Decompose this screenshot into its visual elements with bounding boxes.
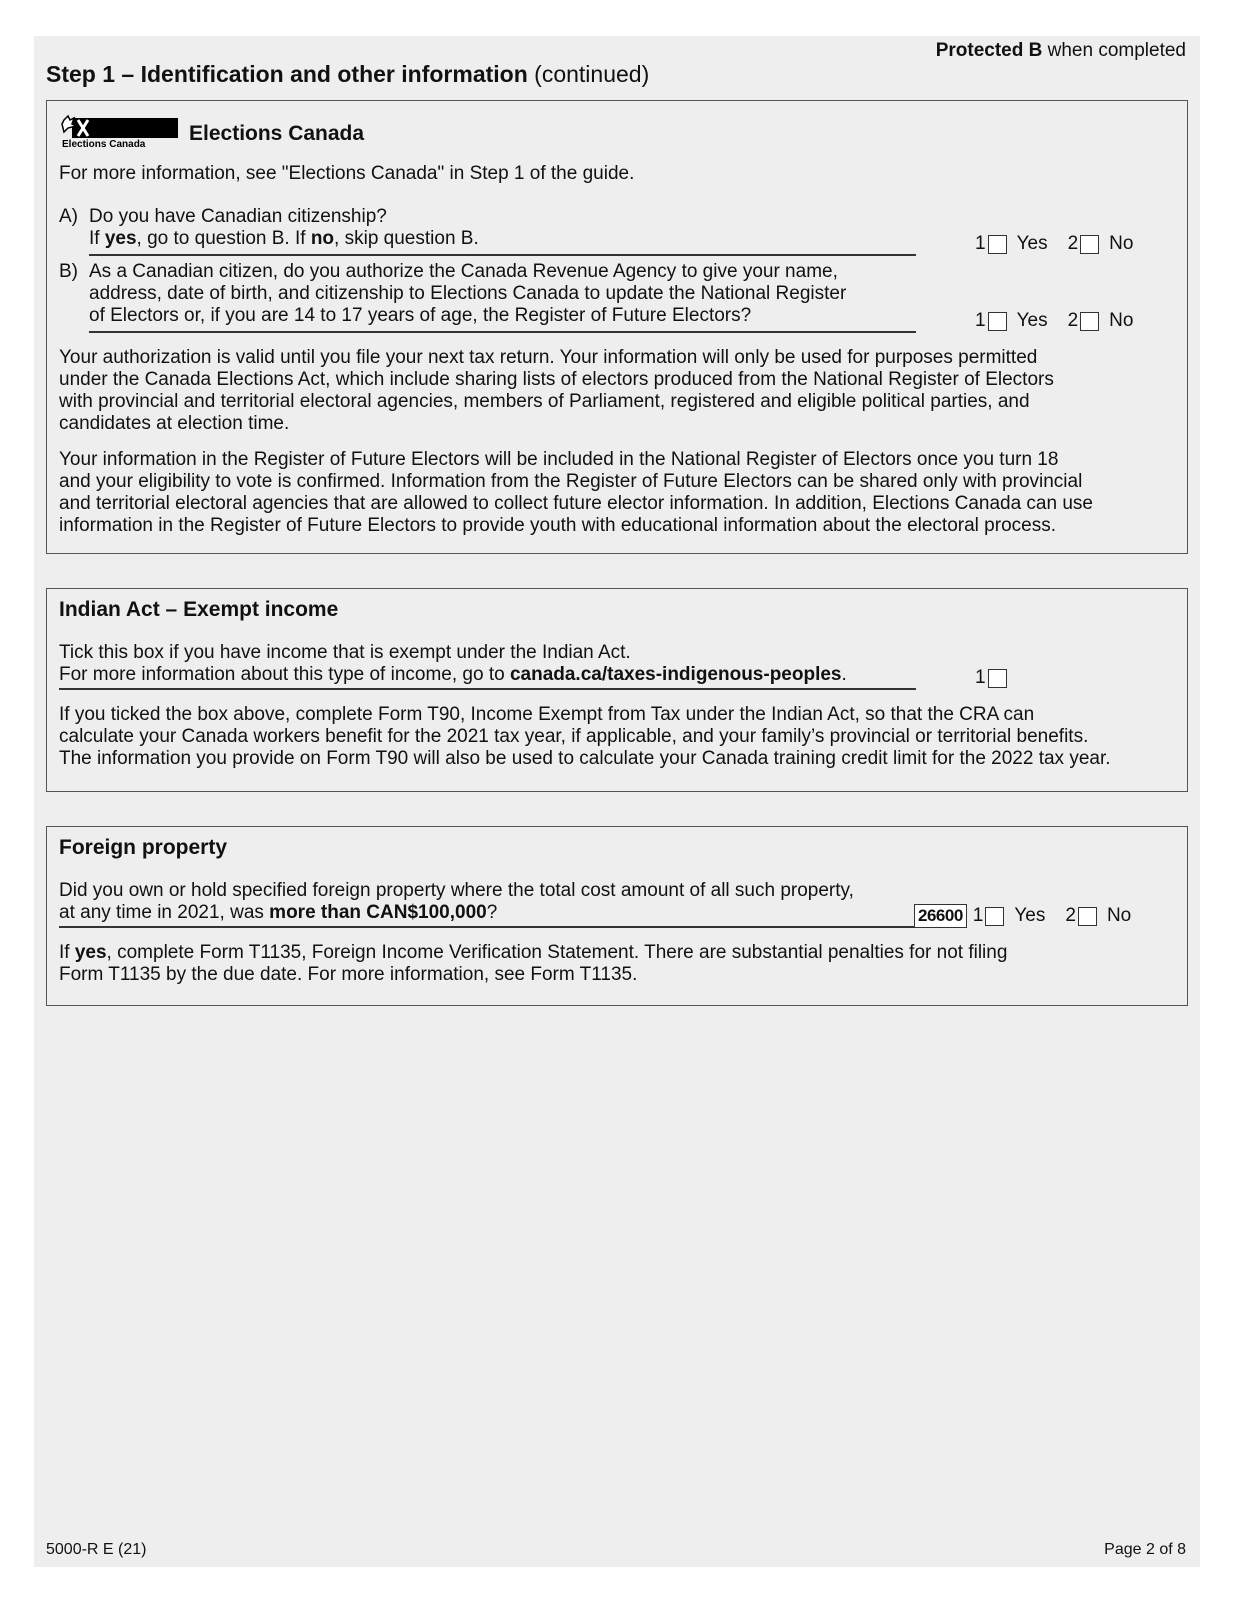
foreign-property-rule <box>59 926 916 928</box>
elections-title: Elections Canada <box>189 122 365 145</box>
indigenous-peoples-link[interactable]: canada.ca/taxes-indigenous-peoples <box>509 664 842 685</box>
question-a-text: Do you have Canadian citizenship? If yes, go to question B. If no, skip question B. <box>89 206 479 249</box>
question-b-rule <box>89 331 916 333</box>
form-page <box>34 36 1200 1567</box>
question-a-no-checkbox[interactable] <box>1080 235 1099 254</box>
line-code-26600: 26600 <box>914 904 967 928</box>
foreign-property-section <box>46 826 1188 1006</box>
foreign-property-choices: 26600 1 Yes 2 No <box>914 904 1131 928</box>
question-a-label: A) <box>59 206 78 227</box>
authorization-paragraph: Your authorization is valid until you file your next tax return. Your information will only be used for purposes permitted under the Canada Elections Act, which include sharing lists of electors produced from the National Register of Electors with provincial and territorial electoral agencies, members of Parliament, registered and eligible political parties, and candidates at election time. <box>59 347 1054 434</box>
question-b-no-checkbox[interactable] <box>1080 312 1099 331</box>
svg-text:Elections Canada: Elections Canada <box>62 139 146 148</box>
indian-act-section <box>46 588 1188 792</box>
foreign-property-title: Foreign property <box>59 836 228 859</box>
question-a-yes-checkbox[interactable] <box>988 235 1007 254</box>
question-a-rule <box>89 254 916 256</box>
foreign-property-question: Did you own or hold specified foreign property where the total cost amount of all such property, at any time in 2021, was more than CAN$100,000? <box>59 880 854 923</box>
question-b-text: As a Canadian citizen, do you authorize the Canada Revenue Agency to give your name, address, date of birth, and citizenship to Elections Canada to update the National Register of Electors or, if you are 14 to 17 years of age, the Register of Future Electors? <box>89 261 847 326</box>
future-electors-paragraph: Your information in the Register of Future Electors will be included in the National Register of Electors once you turn 18 and your eligibility to vote is confirmed. Information from the Register of Future Electors can be shared only with provincial and territorial electoral agencies that are allowed to collect future elector information. In addition, Elections Canada can use information in the Register of Future Electors to provide youth with educational information about the electoral process. <box>59 449 1093 536</box>
step-title: Step 1 – Identification and other information (continued) <box>46 61 650 87</box>
exempt-income-checkbox[interactable] <box>988 669 1007 688</box>
form-identifier: 5000-R E (21) <box>46 1541 147 1558</box>
elections-canada-section <box>46 100 1188 554</box>
foreign-property-yes-checkbox[interactable] <box>985 907 1004 926</box>
protected-notice: Protected B when completed <box>935 40 1186 61</box>
question-b-yes-checkbox[interactable] <box>988 312 1007 331</box>
indian-act-title: Indian Act – Exempt income <box>59 598 339 621</box>
elections-intro: For more information, see "Elections Canada" in Step 1 of the guide. <box>59 163 635 184</box>
question-b-choices: 1 Yes 2 No <box>975 310 1134 331</box>
indian-act-instruction: Tick this box if you have income that is exempt under the Indian Act. For more information about this type of income, go to canada.ca/taxes-indigenous-peoples. <box>59 642 847 685</box>
question-a-choices: 1 Yes 2 No <box>975 233 1134 254</box>
indian-act-choice: 1 <box>975 666 1017 690</box>
question-b-label: B) <box>59 261 78 282</box>
indian-act-rule <box>59 688 916 690</box>
page-number: Page 2 of 8 <box>1104 1541 1186 1558</box>
foreign-property-paragraph: If yes, complete Form T1135, Foreign Income Verification Statement. There are substantial penalties for not filing Form T1135 by the due date. For more information, see Form T1135. <box>59 942 1008 985</box>
elections-canada-logo <box>58 114 178 148</box>
foreign-property-no-checkbox[interactable] <box>1078 907 1097 926</box>
indian-act-paragraph: If you ticked the box above, complete Form T90, Income Exempt from Tax under the Indian Act, so that the CRA can calculate your Canada workers benefit for the 2021 tax year, if applicable, and your family’s provincial or territorial benefits. The information you provide on Form T90 will also be used to calculate your Canada training credit limit for the 2022 tax year. <box>59 704 1111 769</box>
